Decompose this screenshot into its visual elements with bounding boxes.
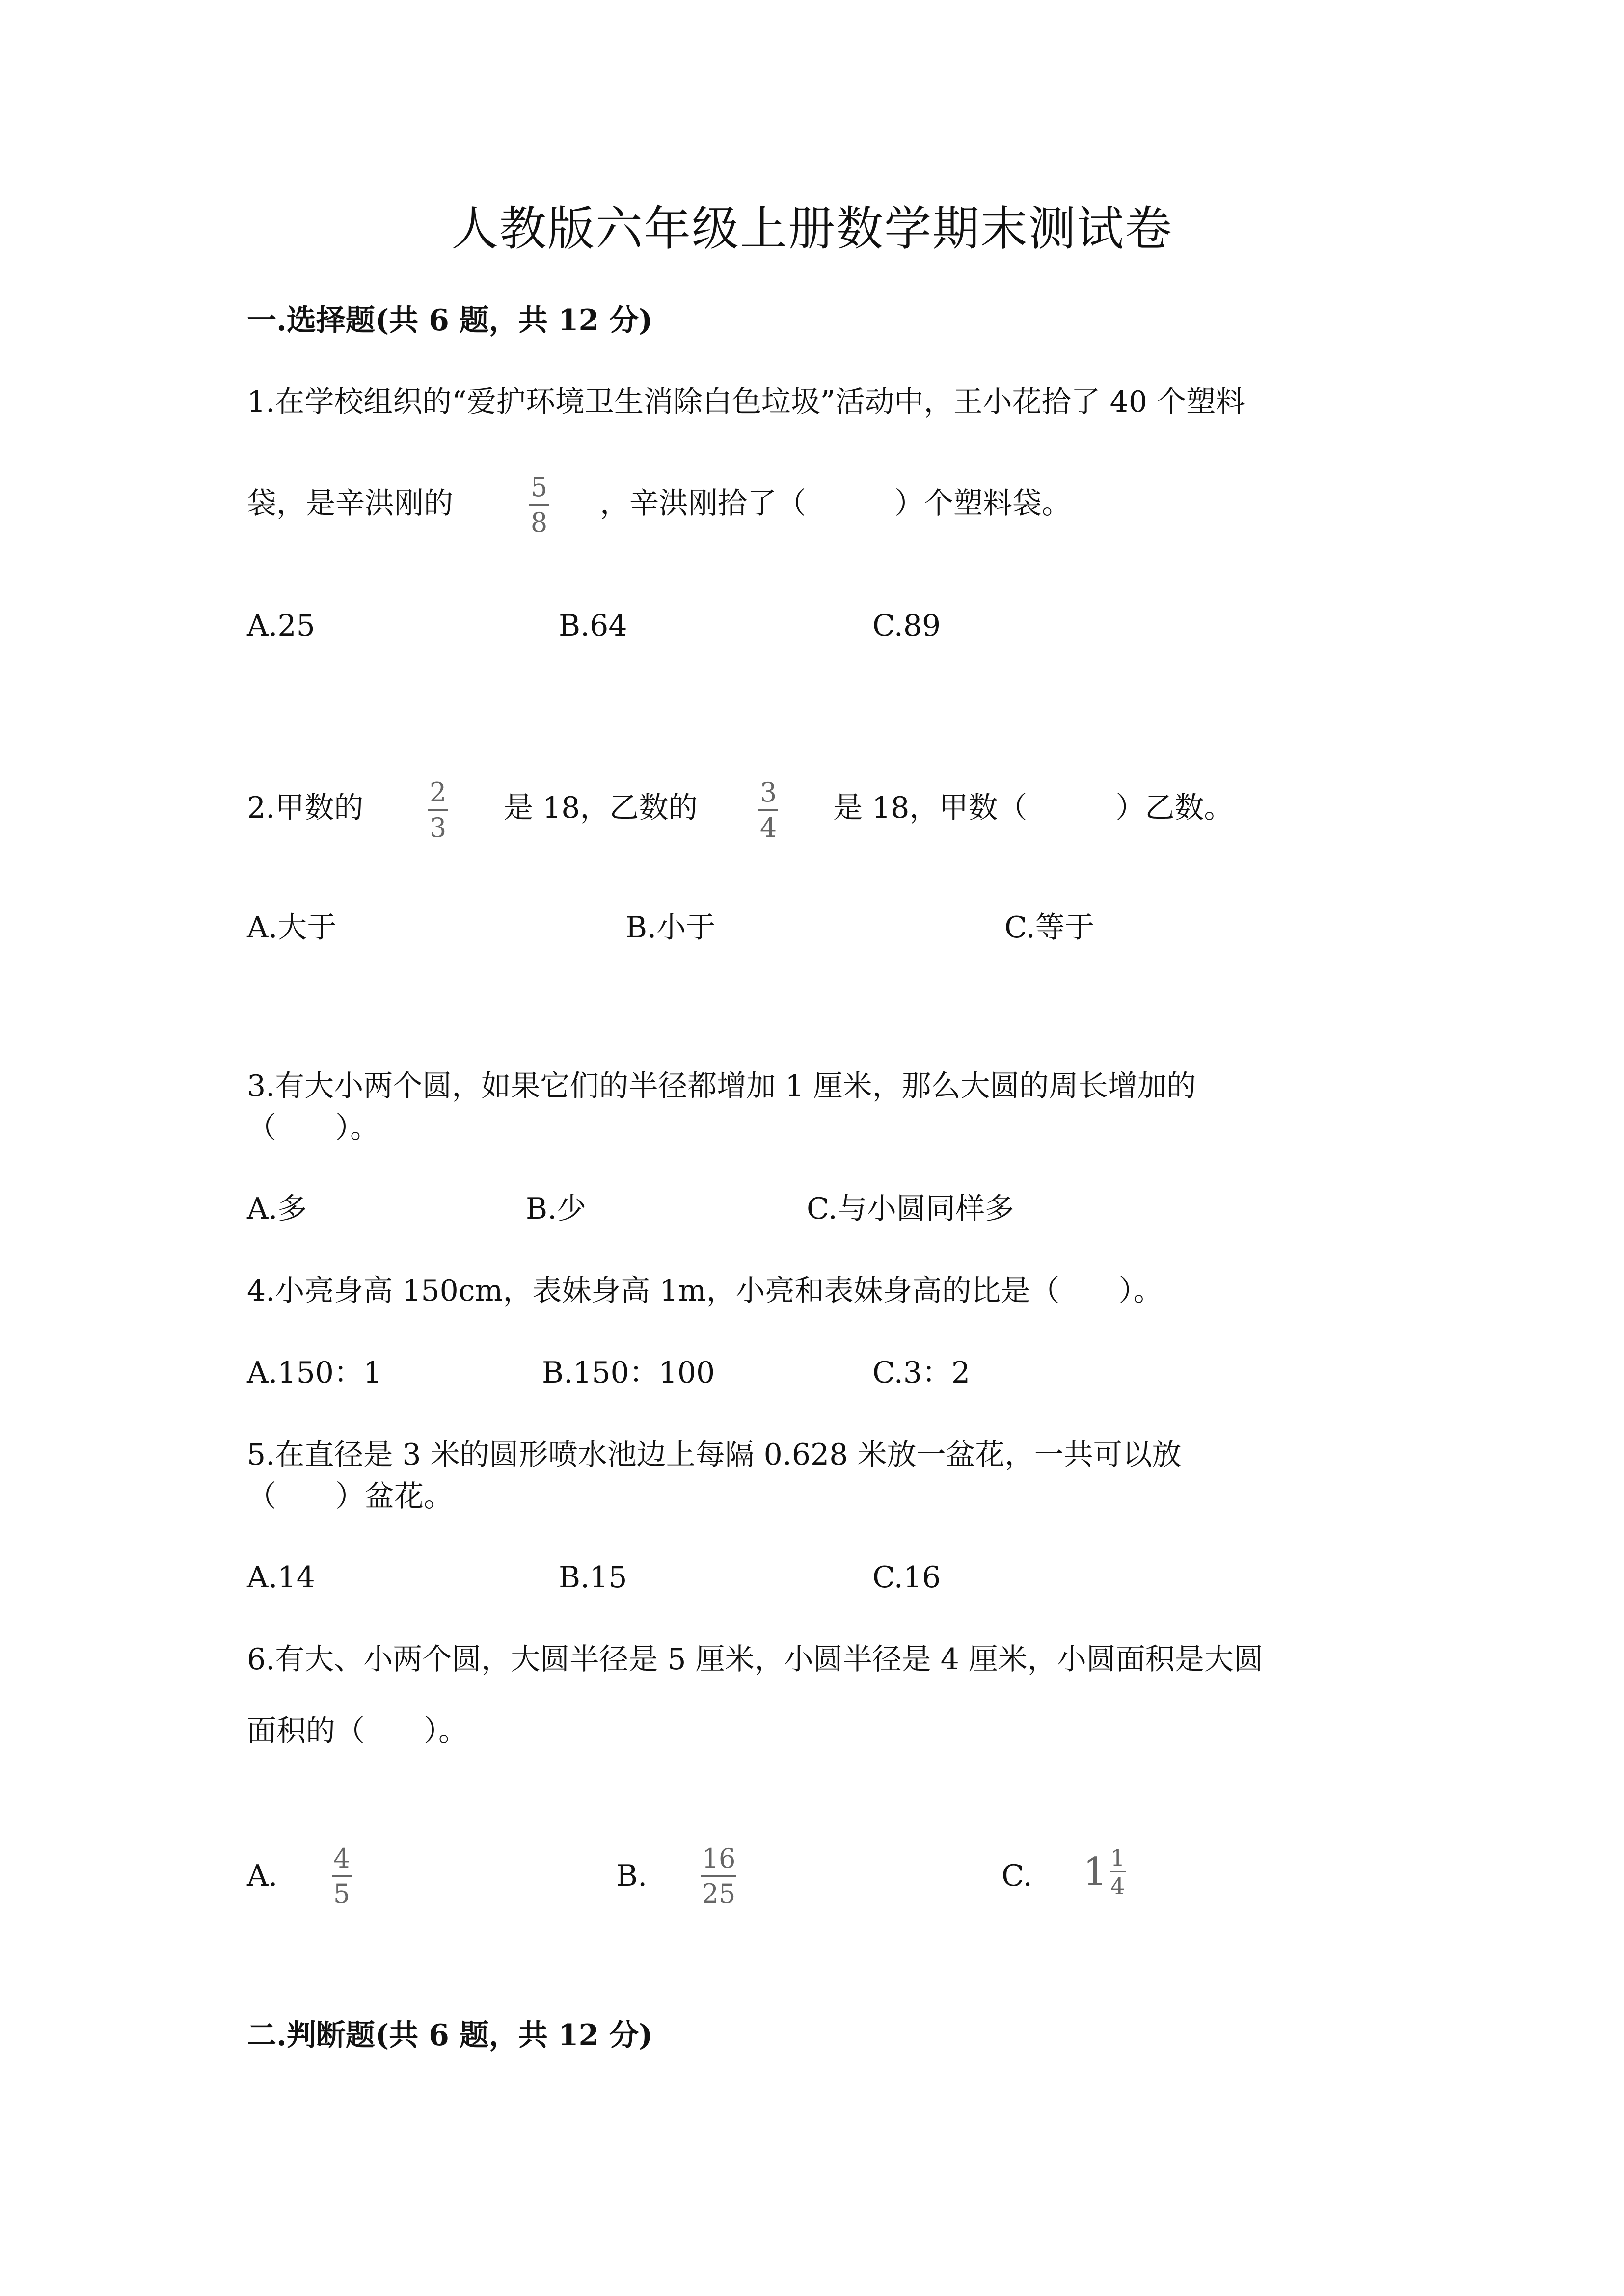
question-6-line-2: 面积的（ ）。 [247,1714,468,1748]
question-3-option-c[interactable]: C.与小圆同样多 [807,1192,1014,1226]
fraction-bar [332,1875,352,1877]
fraction-numerator: 4 [333,1843,351,1874]
question-6-option-a-fraction [332,1845,352,1907]
fraction-bar [428,809,448,811]
fraction-numerator: 1 [1110,1844,1125,1871]
fraction-numerator: 16 [702,1843,736,1874]
question-6-line-1: 6.有大、小两个圆，大圆半径是 5 厘米，小圆半径是 4 厘米，小圆面积是大圆 [247,1642,1263,1677]
question-6-option-b-label[interactable]: B. [616,1859,648,1893]
fraction-denominator: 5 [333,1878,351,1909]
question-1-fraction [529,474,549,536]
question-6-option-c-mixed-number [1083,1846,1126,1897]
fraction-denominator: 4 [1110,1873,1125,1899]
question-5-line-1: 5.在直径是 3 米的圆形喷水池边上每隔 0.628 米放一盆花，一共可以放 [247,1438,1182,1472]
question-5-option-c[interactable]: C.16 [872,1560,941,1595]
fraction-bar [701,1875,736,1877]
question-5-line-2: （ ）盆花。 [247,1479,453,1514]
fraction-denominator: 25 [702,1878,736,1909]
section-heading-choice: 一.选择题(共 6 题，共 12 分) [247,303,653,338]
question-3-line-1: 3.有大小两个圆，如果它们的半径都增加 1 厘米，那么大圆的周长增加的 [247,1069,1196,1103]
fraction-denominator: 3 [429,812,447,843]
question-3-line-2: （ ）。 [247,1111,379,1145]
question-4-option-b[interactable]: B.150：100 [542,1356,715,1390]
question-4-line-1: 4.小亮身高 150cm，表妹身高 1m，小亮和表妹身高的比是（ ）。 [247,1274,1163,1308]
fraction-numerator: 5 [530,472,548,503]
question-5-option-b[interactable]: B.15 [559,1560,627,1595]
fraction-numerator: 2 [429,777,447,808]
question-2-fraction-2 [758,779,778,841]
fraction-bar [529,504,549,506]
question-2-option-c[interactable]: C.等于 [1004,910,1094,945]
question-4-option-c[interactable]: C.3：2 [872,1356,971,1390]
question-1-option-c[interactable]: C.89 [872,609,941,643]
fraction-bar [1110,1871,1126,1872]
question-2-option-b[interactable]: B.小于 [625,910,716,945]
question-3-option-b[interactable]: B.少 [526,1192,587,1226]
question-2-end: 是 18，甲数（ ）乙数。 [833,791,1234,825]
question-6-option-c-label[interactable]: C. [1001,1859,1032,1893]
section-heading-judgment: 二.判断题(共 6 题，共 12 分) [247,2018,653,2053]
fraction-bar [758,809,778,811]
question-2-start: 2.甲数的 [247,791,364,825]
page-title: 人教版六年级上册数学期末测试卷 [451,201,1173,256]
question-6-option-a-label[interactable]: A. [247,1859,278,1893]
mixed-number-whole: 1 [1083,1850,1108,1894]
question-3-option-a[interactable]: A.多 [247,1192,307,1226]
question-5-option-a[interactable]: A.14 [247,1560,315,1595]
fraction-denominator: 4 [759,812,777,843]
question-4-option-a[interactable]: A.150：1 [247,1356,382,1390]
question-1-option-a[interactable]: A.25 [247,609,315,643]
fraction-numerator: 3 [759,777,777,808]
mixed-number-fraction [1110,1846,1126,1897]
question-6-option-b-fraction [701,1845,736,1907]
question-1-line-2-end: ，辛洪刚拾了（ ）个塑料袋。 [600,486,1071,521]
question-1-line-2-start: 袋，是辛洪刚的 [247,486,453,521]
question-2-middle: 是 18，乙数的 [504,791,698,825]
fraction-denominator: 8 [530,507,548,538]
question-2-option-a[interactable]: A.大于 [247,910,337,945]
question-2-fraction-1 [428,779,448,841]
question-1-line-1: 1.在学校组织的“爱护环境卫生消除白色垃圾”活动中，王小花拾了 40 个塑料 [247,385,1245,419]
question-1-option-b[interactable]: B.64 [559,609,627,643]
